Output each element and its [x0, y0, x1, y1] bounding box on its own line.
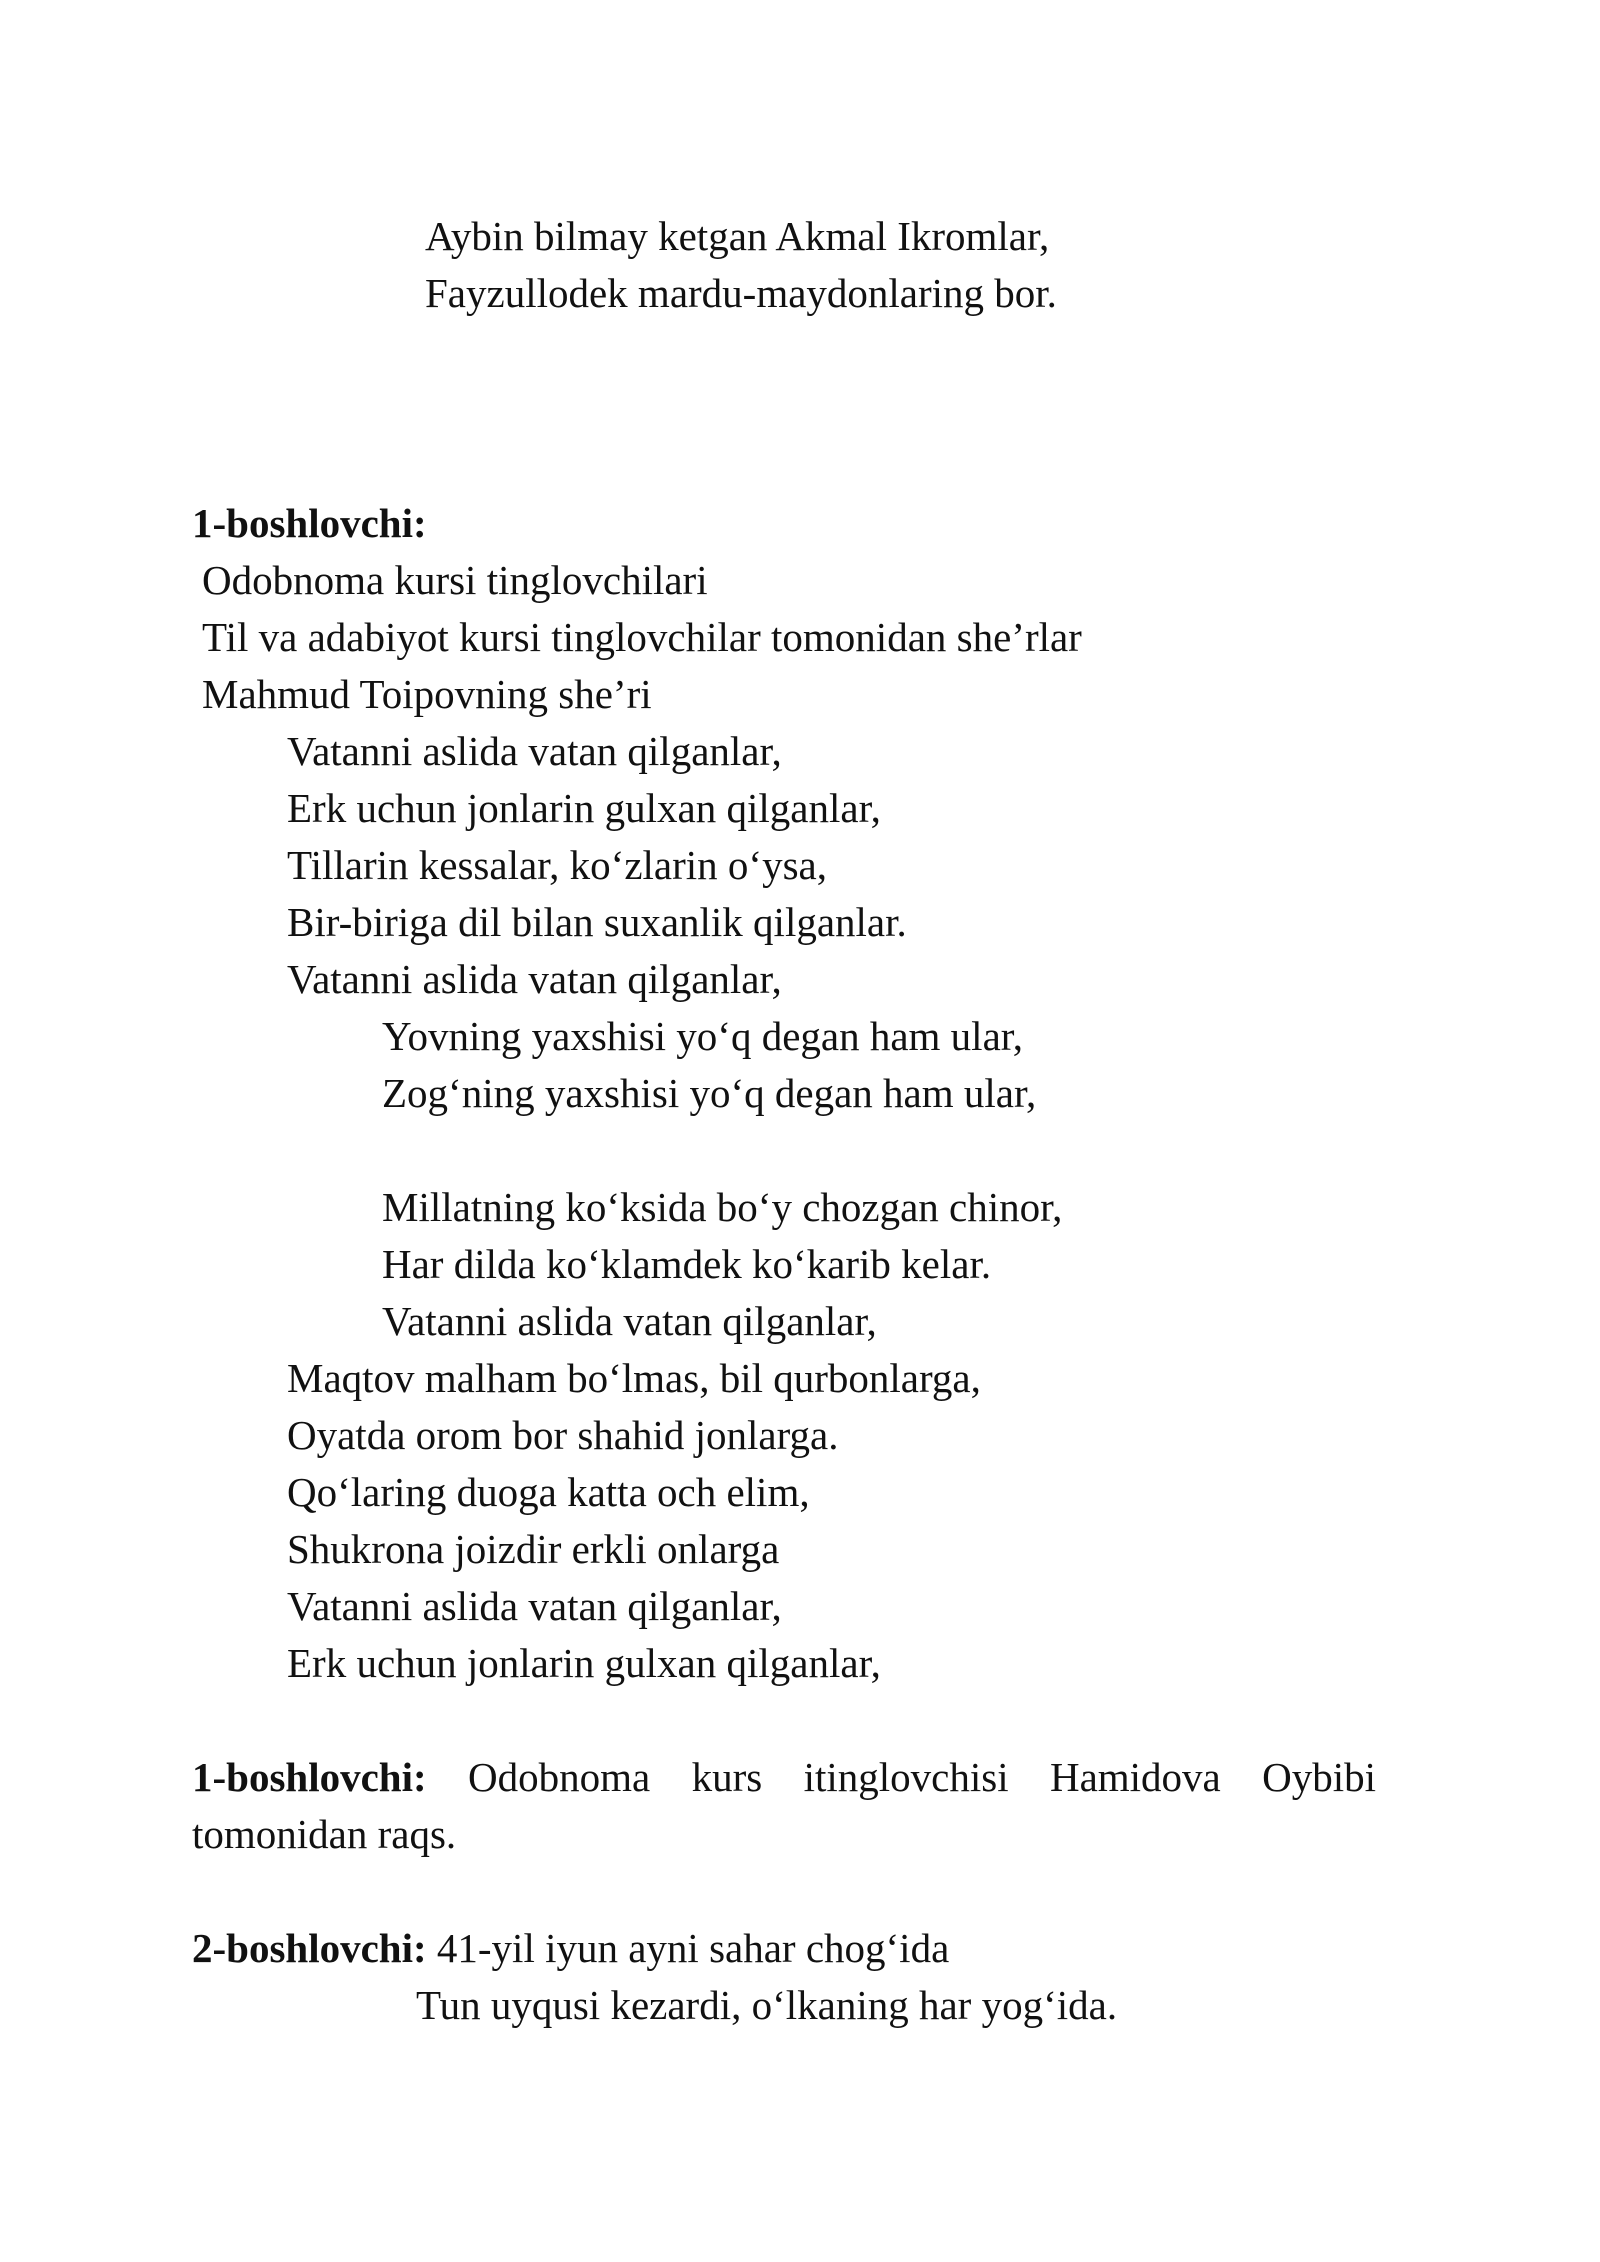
intro-line-1: Aybin bilmay ketgan Akmal Ikromlar, — [425, 213, 1050, 259]
section2-word: Oybibi — [1262, 1754, 1377, 1800]
section2-word: kurs — [691, 1754, 763, 1800]
poem-line: Vatanni aslida vatan qilganlar, — [287, 956, 782, 1002]
section2-word: itinglovchisi — [803, 1754, 1009, 1800]
poem-line: Vatanni aslida vatan qilganlar, — [287, 728, 782, 774]
poem-line: Yovning yaxshisi yo‘q degan ham ular, — [382, 1013, 1024, 1059]
poem-line: Bir-biriga dil bilan suxanlik qilganlar. — [287, 899, 907, 945]
section1-speaker: 1-boshlovchi: — [192, 500, 427, 546]
intro-line-2: Fayzullodek mardu-maydonlaring bor. — [425, 270, 1057, 316]
section2-speaker: 1-boshlovchi: — [192, 1754, 427, 1800]
section2-line-2: tomonidan raqs. — [192, 1811, 457, 1857]
poem-line: Oyatda orom bor shahid jonlarga. — [287, 1412, 839, 1458]
section2-word: Hamidova — [1049, 1754, 1221, 1800]
poem-line: Tillarin kessalar, ko‘zlarin o‘ysa, — [287, 842, 827, 888]
poem-line: Erk uchun jonlarin gulxan qilganlar, — [287, 785, 881, 831]
section3-line-2: Tun uyqusi kezardi, o‘lkaning har yog‘ida. — [416, 1982, 1118, 2028]
poem-line: Millatning ko‘ksida bo‘y chozgan chinor, — [382, 1184, 1063, 1230]
poem-line: Maqtov malham bo‘lmas, bil qurbonlarga, — [287, 1355, 981, 1401]
poem-line: Vatanni aslida vatan qilganlar, — [287, 1583, 782, 1629]
poem-line: Zog‘ning yaxshisi yo‘q degan ham ular, — [382, 1070, 1037, 1116]
poem-line: Erk uchun jonlarin gulxan qilganlar, — [287, 1640, 881, 1686]
section1-line-1: Odobnoma kursi tinglovchilari — [202, 557, 708, 603]
section2-line-1 — [192, 1749, 1376, 1806]
section3-line-1-text: 41-yil iyun ayni sahar chog‘ida — [426, 1925, 950, 1971]
section2-word: Odobnoma — [468, 1754, 651, 1800]
poem-line: Har dilda ko‘klamdek ko‘karib kelar. — [382, 1241, 992, 1287]
section3-line-1 — [192, 1920, 949, 1977]
section1-line-3: Mahmud Toipovning she’ri — [202, 671, 652, 717]
section1-line-2: Til va adabiyot kursi tinglovchilar tomonidan she’rlar — [202, 614, 1082, 660]
section3-speaker: 2-boshlovchi: — [192, 1925, 427, 1971]
poem-line: Vatanni aslida vatan qilganlar, — [382, 1298, 877, 1344]
poem-line: Shukrona joizdir erkli onlarga — [287, 1526, 780, 1572]
poem-line: Qo‘laring duoga katta och elim, — [287, 1469, 810, 1515]
